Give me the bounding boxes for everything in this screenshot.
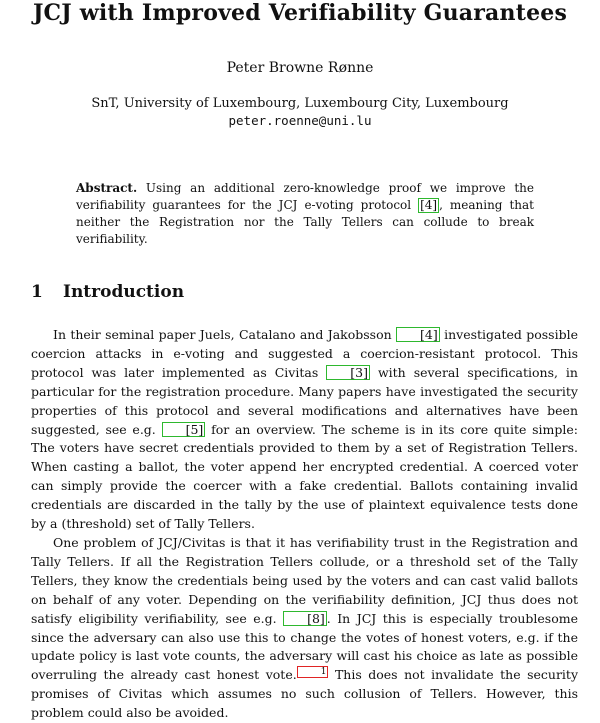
paper-title: JCJ with Improved Verifiability Guarantees [32,0,568,26]
body-text [31,326,578,723]
citation-link[interactable]: [4] [396,327,440,342]
abstract-label: Abstract. [76,181,138,195]
citation-link[interactable]: [8] [283,611,327,626]
footnote-link[interactable]: 1 [297,666,329,678]
abstract [76,180,534,248]
author-email: peter.roenne@uni.lu [228,113,372,128]
paragraph-text: This does not invalidate the security promises of Civitas which assumes no such collusion of Tellers. However, this problem could also be avoided. [31,667,579,721]
paragraph [31,534,578,723]
paragraph-text: investigated possible coercion attacks in e-voting and suggested a coercion-resistant protocol. This protocol was later implemented as Civitas [31,327,578,380]
affiliation: SnT, University of Luxembourg, Luxembourg City, Luxembourg [91,96,509,111]
citation-link[interactable]: [5] [162,422,206,437]
paragraph-text: . In JCJ this is especially troublesome since the adversary can also use this to change the votes of honest voters, e.g. if the update policy is last vote counts, the adversary will cast his choice as late as possible overruling the already cast honest vote. [31,610,579,683]
paragraph-text: One problem of JCJ/Civitas is that it has verifiability trust in the Registration and Tally Tellers. If all the Registration Tellers collude, or a threshold set of the Tally Tellers, they know the credentials being used by the voters and can cast valid ballots on behalf of any voter. Depending on the verifiability definition, JCJ thus does not satisfy eligibility verifiability, see e.g. [31,534,578,626]
section-number: 1 [31,282,43,302]
paragraph [31,326,578,534]
paragraph-text: In their seminal paper Juels, Catalano and Jakobsson [53,327,392,342]
citation-link[interactable]: [3] [326,365,370,380]
paragraph-text: for an overview. The scheme is in its core quite simple: The voters have secret credentials provided to them by a set of Registration Tellers. When casting a ballot, the voter append her encrypted credential. A coerced voter can simply provide the coercer with a fake credential. Ballots containing invalid credentials are discarded in the tally by the use of plaintext equivalence tests done by a (threshold) set of Tally Tellers. [31,421,579,532]
paragraph-text: with several specifications, in particular for the registration procedure. Many papers have investigated the security properties of this protocol and several modifications and alternatives have been suggested, see e.g. [31,364,578,437]
citation-link[interactable]: [4] [420,198,438,212]
author-name: Peter Browne Rønne [226,60,374,76]
section-heading [31,282,184,302]
abstract-text: Using an additional zero-knowledge proof we improve the verifiability guarantees for the JCJ e-voting protocol [76,181,534,212]
section-title: Introduction [63,282,185,302]
abstract-text: , meaning that neither the Registration nor the Tally Tellers can collude to break verifiability. [76,198,534,246]
